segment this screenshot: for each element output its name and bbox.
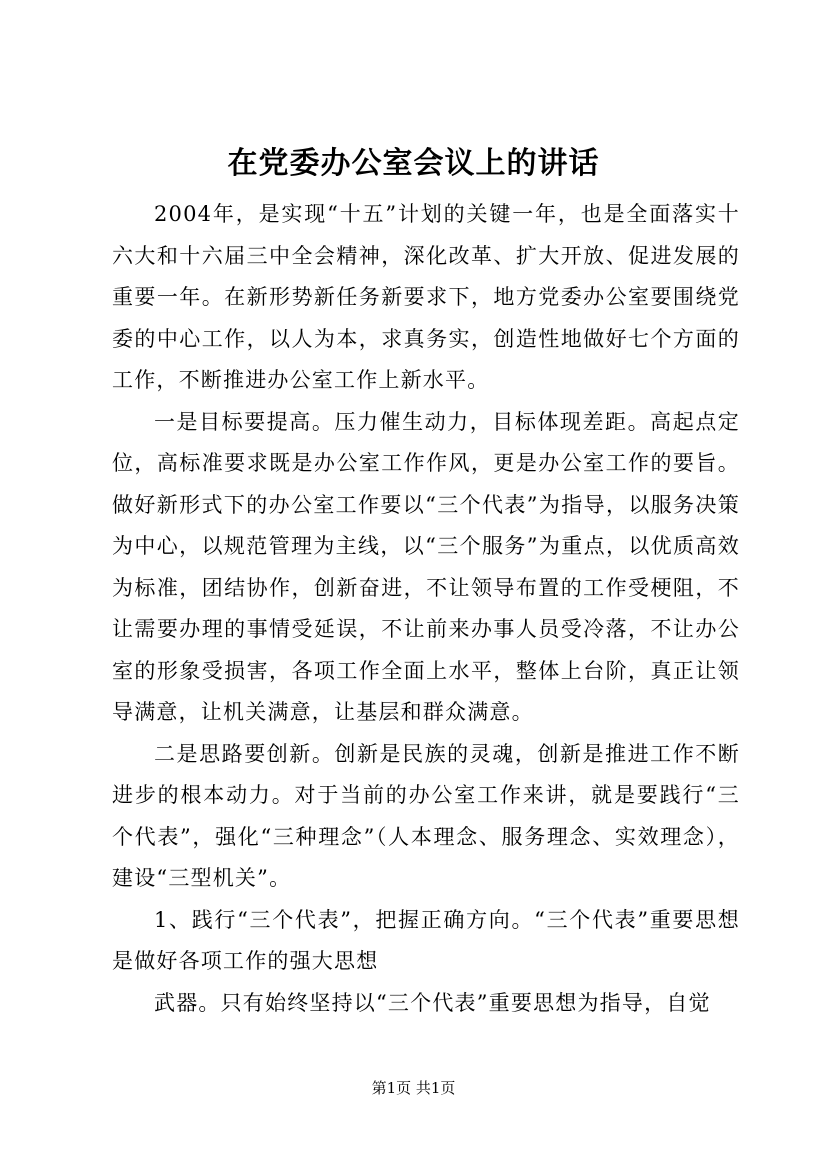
paragraph-innovation: 二是思路要创新。创新是民族的灵魂，创新是推进工作不断进步的根本动力。对于当前的办公室工作来讲，就是要践行“三个代表”，强化“三种理念”（人本理念、服务理念、实效理念），建设“三型机关”。 (112, 741, 740, 890)
paragraph-weapon: 武器。只有始终坚持以“三个代表”重要思想为指导，自觉 (154, 990, 711, 1015)
paragraph-three-represents: 1、践行“三个代表”，把握正确方向。“三个代表”重要思想是做好各项工作的强大思想 (112, 907, 740, 973)
paragraph-goal: 一是目标要提高。压力催生动力，目标体现差距。高起点定位，高标准要求既是办公室工作作风，更是办公室工作的要旨。做好新形式下的办公室工作要以“三个代表”为指导，以服务决策为中心，以规范管理为主线，以“三个服务”为重点，以优质高效为标准，团结协作，创新奋进，不让领导布置的工作受梗阻，不让需要办理的事情受延误，不让前来办事人员受冷落，不让办公室的形象受损害，各项工作全面上水平，整体上台阶，真正让领导满意，让机关满意，让基层和群众满意。 (112, 409, 740, 724)
document-title: 在党委办公室会议上的讲话 (227, 146, 600, 181)
document-body (112, 194, 740, 1024)
page-footer: 第1页 共1页 (371, 1079, 456, 1097)
paragraph-intro: 2004年，是实现“十五”计划的关键一年，也是全面落实十六大和十六届三中全会精神，深化改革、扩大开放、促进发展的重要一年。在新形势新任务新要求下，地方党委办公室要围绕党委的中心工作，以人为本，求真务实，创造性地做好七个方面的工作，不断推进办公室工作上新水平。 (112, 202, 740, 392)
